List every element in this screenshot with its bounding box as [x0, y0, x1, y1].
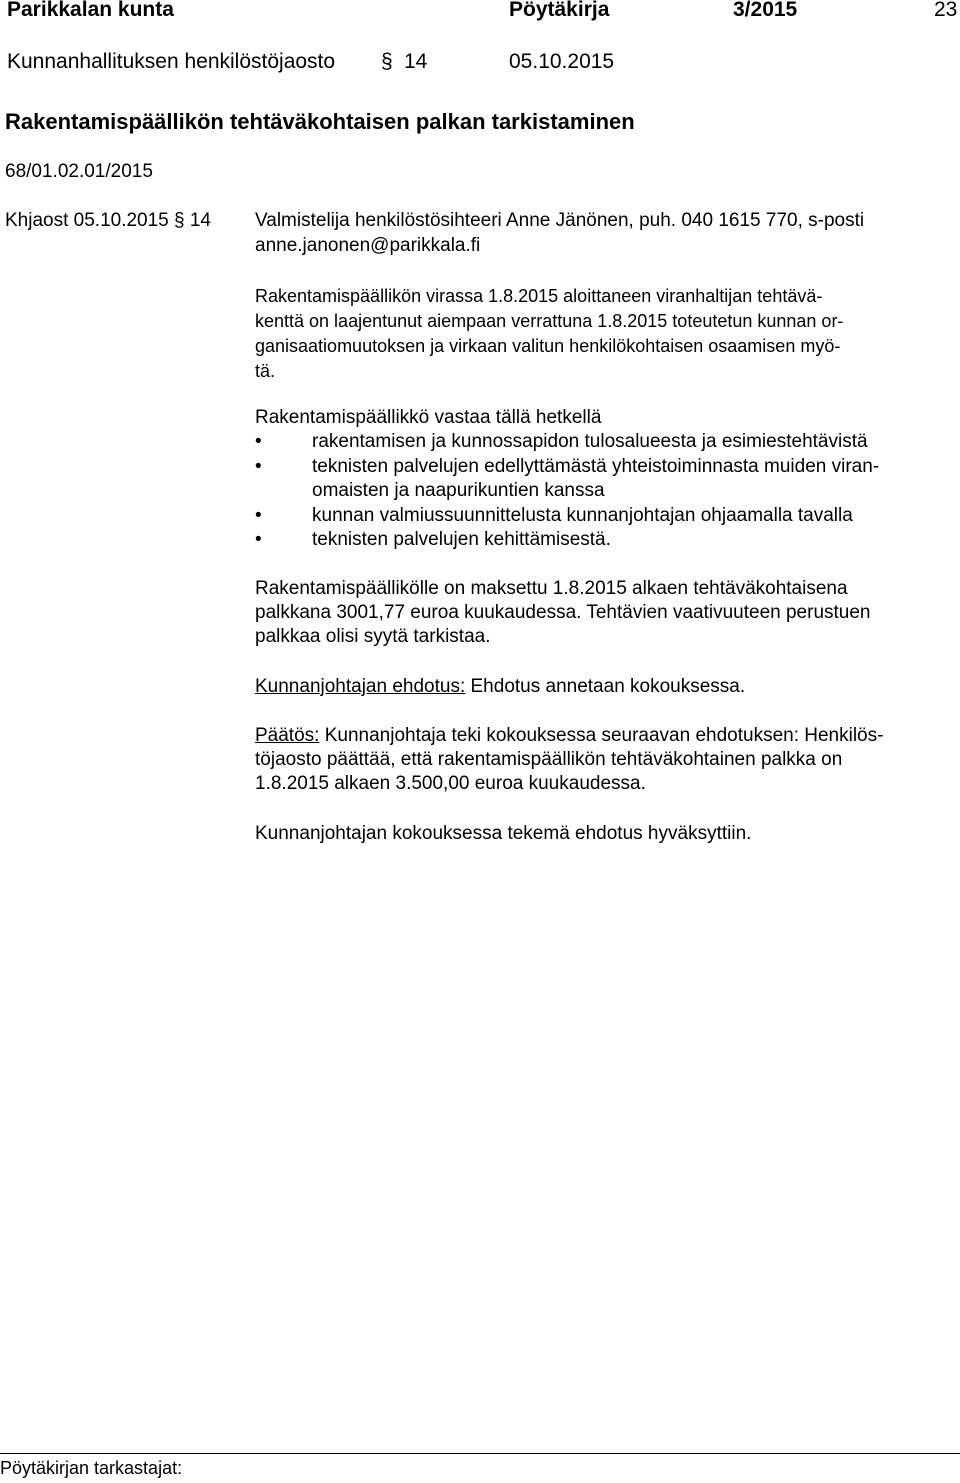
decision-text: Kunnanjohtaja teki kokouksessa seuraavan ehdotuksen: Henkilös- — [319, 725, 884, 746]
decision-line-1 — [255, 724, 883, 749]
page-number: 23 — [934, 0, 958, 21]
bullet-icon: • — [255, 455, 262, 477]
bullet-icon: • — [255, 504, 262, 526]
document-type: Pöytäkirja — [509, 0, 610, 21]
document-number: 3/2015 — [733, 0, 798, 21]
paragraph-1-line-1: Rakentamispäällikön virassa 1.8.2015 aloittaneen viranhaltijan tehtävä- — [255, 286, 823, 306]
responsibilities-intro: Rakentamispäällikkö vastaa tällä hetkellä — [255, 407, 602, 428]
preparer-line-1: Valmistelija henkilöstösihteeri Anne Jänönen, puh. 040 1615 770, s-posti — [255, 210, 865, 231]
list-item-text: omaisten ja naapurikuntien kanssa — [312, 480, 605, 501]
list-item-text: rakentamisen ja kunnossapidon tulosalueesta ja esimiestehtävistä — [312, 431, 868, 452]
item-meta: Khjaost 05.10.2015 § 14 — [5, 210, 212, 231]
paragraph-1-line-2: kenttä on laajentunut aiempaan verrattuna 1.8.2015 toteutetun kunnan or- — [255, 311, 844, 331]
approval-statement: Kunnanjohtajan kokouksessa tekemä ehdotus hyväksyttiin. — [255, 823, 752, 844]
preparer-email: anne.janonen@parikkala.fi — [255, 235, 481, 256]
section-symbol: § — [381, 50, 393, 73]
list-item-text: teknisten palvelujen edellyttämästä yhteistoiminnasta muiden viran- — [312, 455, 880, 477]
list-item — [255, 528, 879, 553]
list-item-text: kunnan valmiussuunnittelusta kunnanjohtajan ohjaamalla tavalla — [312, 504, 853, 526]
section-number: 14 — [404, 50, 428, 73]
decision-label: Päätös: — [255, 725, 320, 746]
item-title: Rakentamispäällikön tehtäväkohtaisen palkan tarkistaminen — [5, 109, 635, 134]
proposal-text: Ehdotus annetaan kokouksessa. — [465, 676, 746, 697]
municipality-name: Parikkalan kunta — [7, 0, 174, 21]
footer-label: Pöytäkirjan tarkastajat: — [0, 1458, 183, 1478]
meeting-date: 05.10.2015 — [509, 50, 615, 73]
bullet-icon: • — [255, 529, 262, 550]
decision-line-3: 1.8.2015 alkaen 3.500,00 euroa kuukaudessa. — [255, 773, 646, 794]
paragraph-1-line-4: tä. — [255, 361, 276, 381]
salary-line-3: palkkaa olisi syytä tarkistaa. — [255, 626, 491, 647]
list-item — [255, 430, 879, 455]
bullet-icon: • — [255, 431, 262, 452]
list-item — [255, 455, 879, 504]
salary-line-2: palkkana 3001,77 euroa kuukaudessa. Tehtävien vaativuuteen perustuen — [255, 602, 871, 623]
proposal — [255, 675, 745, 700]
footer-divider — [0, 1453, 960, 1454]
proposal-label: Kunnanjohtajan ehdotus: — [255, 676, 466, 697]
item-reference: 68/01.02.01/2015 — [5, 161, 153, 182]
list-item-text: teknisten palvelujen kehittämisestä. — [312, 529, 611, 550]
decision-line-2: töjaosto päättää, että rakentamispäällikön tehtäväkohtainen palkka on — [255, 749, 843, 770]
responsibilities-list — [255, 430, 879, 553]
paragraph-1-line-3: ganisaatiomuutoksen ja virkaan valitun henkilökohtaisen osaamisen myö- — [255, 336, 841, 356]
salary-line-1: Rakentamispäällikölle on maksettu 1.8.2015 alkaen tehtäväkohtaisena — [255, 578, 848, 599]
list-item — [255, 504, 879, 529]
meeting-body: Kunnanhallituksen henkilöstöjaosto — [7, 50, 336, 73]
